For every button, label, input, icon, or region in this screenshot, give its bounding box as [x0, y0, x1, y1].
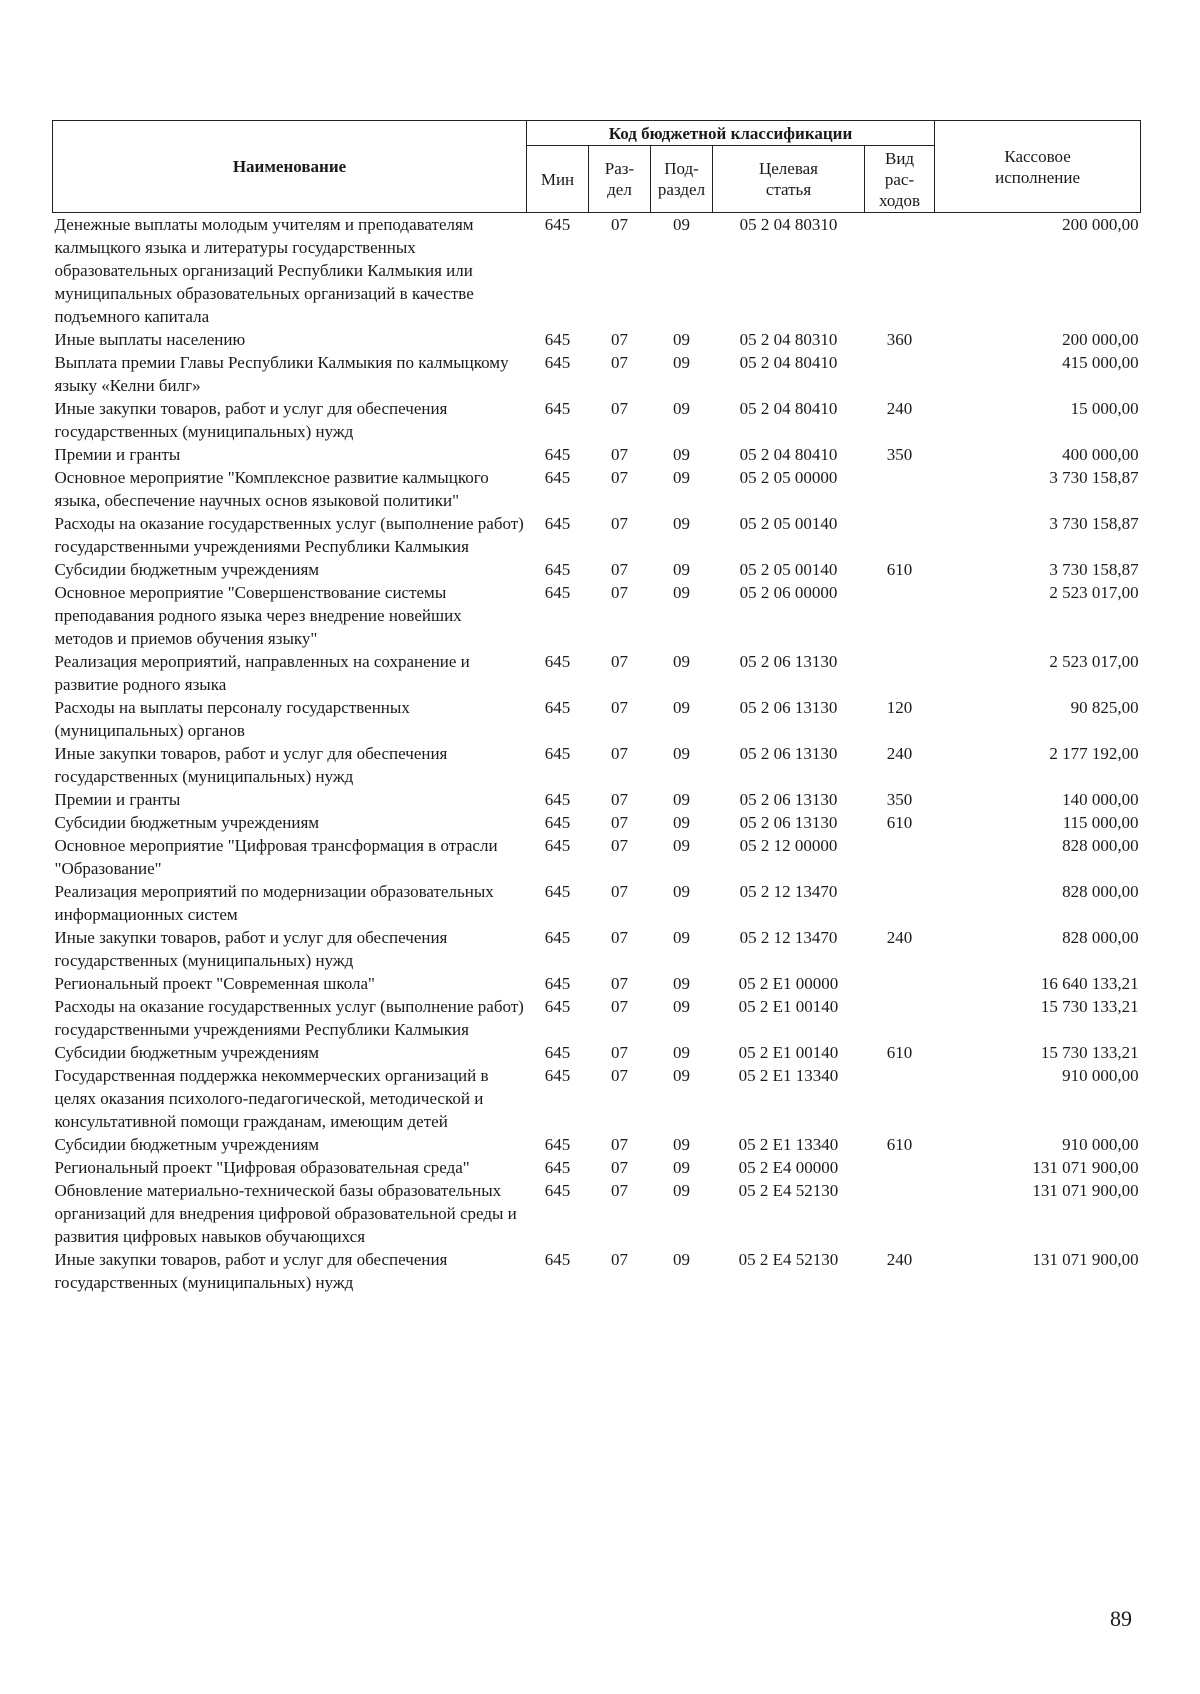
row-target-article: 05 2 04 80310 [739, 330, 838, 349]
header-kassovoe [935, 121, 1141, 213]
row-expense-type: 360 [886, 330, 913, 349]
row-podrazdel: 09 [673, 468, 690, 487]
row-expense-type [865, 581, 935, 650]
row-target-article: 05 2 04 80410 [739, 445, 838, 464]
row-min: 645 [544, 399, 571, 418]
row-amount: 200 000,00 [1062, 215, 1139, 234]
row-min: 645 [544, 836, 571, 855]
row-min: 645 [544, 1043, 571, 1062]
row-min: 645 [544, 1158, 571, 1177]
row-podrazdel: 09 [673, 698, 690, 717]
table-row [53, 1248, 1141, 1294]
row-name: Региональный проект "Цифровая образовательная среда" [54, 1158, 470, 1177]
row-expense-type [865, 972, 935, 995]
row-name: Премии и гранты [54, 445, 181, 464]
row-target-article: 05 2 12 13470 [739, 928, 838, 947]
row-expense-type: 240 [886, 744, 913, 763]
row-amount: 131 071 900,00 [1032, 1158, 1139, 1177]
row-name: Субсидии бюджетным учреждениям [54, 813, 320, 832]
header-podrazdel [651, 146, 713, 213]
row-podrazdel: 09 [673, 974, 690, 993]
row-podrazdel: 09 [673, 1135, 690, 1154]
row-razdel: 07 [611, 652, 628, 671]
row-amount: 3 730 158,87 [1049, 468, 1139, 487]
row-name: Расходы на оказание государственных услуг (выполнение работ) государственными учреждениями Республики Калмыкия [54, 514, 524, 556]
row-podrazdel: 09 [673, 836, 690, 855]
header-razdel [589, 146, 651, 213]
row-razdel: 07 [611, 1250, 628, 1269]
row-min: 645 [544, 882, 571, 901]
row-target-article: 05 2 05 00140 [739, 514, 838, 533]
table-row [53, 742, 1141, 788]
table-row [53, 834, 1141, 880]
row-podrazdel: 09 [673, 652, 690, 671]
row-expense-type: 240 [886, 928, 913, 947]
row-razdel: 07 [611, 560, 628, 579]
row-name: Субсидии бюджетным учреждениям [54, 560, 320, 579]
table-row [53, 512, 1141, 558]
row-target-article: 05 2 06 13130 [739, 652, 838, 671]
row-amount: 140 000,00 [1062, 790, 1139, 809]
row-amount: 400 000,00 [1062, 445, 1139, 464]
row-razdel: 07 [611, 215, 628, 234]
row-amount: 2 177 192,00 [1049, 744, 1139, 763]
row-podrazdel: 09 [673, 514, 690, 533]
row-expense-type: 610 [886, 813, 913, 832]
header-min: Мин [527, 146, 589, 213]
table-row [53, 397, 1141, 443]
row-name: Премии и гранты [54, 790, 181, 809]
row-podrazdel: 09 [673, 560, 690, 579]
row-target-article: 05 2 06 13130 [739, 744, 838, 763]
table-row [53, 443, 1141, 466]
row-razdel: 07 [611, 836, 628, 855]
row-razdel: 07 [611, 1181, 628, 1200]
row-amount: 2 523 017,00 [1049, 652, 1139, 671]
header-celevaya-label: Целевая статья [758, 159, 819, 199]
row-expense-type: 610 [886, 560, 913, 579]
row-expense-type: 350 [886, 445, 913, 464]
table-row [53, 466, 1141, 512]
row-razdel: 07 [611, 997, 628, 1016]
row-expense-type: 610 [886, 1043, 913, 1062]
row-podrazdel: 09 [673, 813, 690, 832]
row-expense-type [865, 512, 935, 558]
table-row [53, 1179, 1141, 1248]
header-celevaya [713, 146, 865, 213]
table-row [53, 213, 1141, 329]
row-name: Расходы на оказание государственных услуг (выполнение работ) государственными учреждениями Республики Калмыкия [54, 997, 524, 1039]
row-podrazdel: 09 [673, 583, 690, 602]
header-vid-label: Вид рас- ходов [879, 148, 921, 210]
row-amount: 3 730 158,87 [1049, 560, 1139, 579]
row-podrazdel: 09 [673, 744, 690, 763]
row-amount: 115 000,00 [1062, 813, 1139, 832]
row-min: 645 [544, 974, 571, 993]
row-min: 645 [544, 997, 571, 1016]
table-row [53, 880, 1141, 926]
row-min: 645 [544, 583, 571, 602]
row-name: Выплата премии Главы Республики Калмыкия по калмыцкому языку «Келни билг» [54, 353, 509, 395]
row-amount: 16 640 133,21 [1040, 974, 1139, 993]
table-row [53, 1133, 1141, 1156]
row-amount: 131 071 900,00 [1032, 1250, 1139, 1269]
row-target-article: 05 2 06 13130 [739, 790, 838, 809]
row-razdel: 07 [611, 468, 628, 487]
row-min: 645 [544, 1135, 571, 1154]
header-razdel-label: Раз- дел [604, 159, 635, 199]
row-target-article: 05 2 E4 52130 [738, 1181, 839, 1200]
row-name: Иные закупки товаров, работ и услуг для обеспечения государственных (муниципальных) нужд [54, 744, 448, 786]
row-target-article: 05 2 12 13470 [739, 882, 838, 901]
row-expense-type: 350 [886, 790, 913, 809]
row-min: 645 [544, 813, 571, 832]
row-amount: 2 523 017,00 [1049, 583, 1139, 602]
row-min: 645 [544, 560, 571, 579]
row-target-article: 05 2 E1 13340 [738, 1135, 839, 1154]
row-expense-type: 610 [886, 1135, 913, 1154]
row-expense-type [865, 834, 935, 880]
row-razdel: 07 [611, 353, 628, 372]
row-amount: 828 000,00 [1062, 882, 1139, 901]
row-expense-type [865, 1179, 935, 1248]
row-name: Иные закупки товаров, работ и услуг для обеспечения государственных (муниципальных) нужд [54, 928, 448, 970]
row-podrazdel: 09 [673, 353, 690, 372]
row-min: 645 [544, 468, 571, 487]
row-razdel: 07 [611, 1043, 628, 1062]
row-target-article: 05 2 E1 13340 [738, 1066, 839, 1085]
row-name: Основное мероприятие "Комплексное развитие калмыцкого языка, обеспечение научных основ языковой политики" [54, 468, 489, 510]
row-expense-type [865, 1156, 935, 1179]
table-row [53, 650, 1141, 696]
row-amount: 415 000,00 [1062, 353, 1139, 372]
table-row [53, 328, 1141, 351]
table-header [53, 121, 1141, 213]
row-target-article: 05 2 04 80410 [739, 353, 838, 372]
header-podrazdel-label: Под- раздел [657, 159, 706, 199]
row-razdel: 07 [611, 698, 628, 717]
row-podrazdel: 09 [673, 215, 690, 234]
row-min: 645 [544, 744, 571, 763]
row-min: 645 [544, 928, 571, 947]
row-razdel: 07 [611, 882, 628, 901]
table-body [53, 213, 1141, 1295]
row-target-article: 05 2 E4 00000 [738, 1158, 839, 1177]
row-name: Иные выплаты населению [54, 330, 246, 349]
row-razdel: 07 [611, 1158, 628, 1177]
row-target-article: 05 2 04 80310 [739, 215, 838, 234]
row-min: 645 [544, 1250, 571, 1269]
budget-table [52, 120, 1141, 1294]
table-row [53, 558, 1141, 581]
row-podrazdel: 09 [673, 1181, 690, 1200]
row-razdel: 07 [611, 514, 628, 533]
row-podrazdel: 09 [673, 928, 690, 947]
header-vid [865, 146, 935, 213]
row-name: Государственная поддержка некоммерческих организаций в целях оказания психолого-педагогической, методической и консультативной помощи гражданам, имеющим детей [54, 1066, 489, 1131]
row-min: 645 [544, 215, 571, 234]
table-row [53, 926, 1141, 972]
row-expense-type [865, 880, 935, 926]
row-expense-type: 120 [886, 698, 913, 717]
table-row [53, 1064, 1141, 1133]
row-name: Расходы на выплаты персоналу государственных (муниципальных) органов [54, 698, 410, 740]
row-name: Реализация мероприятий по модернизации образовательных информационных систем [54, 882, 494, 924]
row-min: 645 [544, 1181, 571, 1200]
row-min: 645 [544, 790, 571, 809]
row-amount: 90 825,00 [1070, 698, 1139, 717]
row-expense-type [865, 995, 935, 1041]
row-podrazdel: 09 [673, 399, 690, 418]
row-name: Денежные выплаты молодым учителям и преподавателям калмыцкого языка и литературы государственных образовательных организаций Республики Калмыкия или муниципальных образовательных организаций в качестве подъемного капитала [54, 215, 474, 326]
row-min: 645 [544, 652, 571, 671]
row-name: Иные закупки товаров, работ и услуг для обеспечения государственных (муниципальных) нужд [54, 1250, 448, 1292]
row-expense-type [865, 466, 935, 512]
row-target-article: 05 2 E1 00000 [738, 974, 839, 993]
row-name: Реализация мероприятий, направленных на сохранение и развитие родного языка [54, 652, 470, 694]
row-name: Обновление материально-технической базы образовательных организаций для внедрения цифровой образовательной среды и развития цифровых навыков обучающихся [54, 1181, 517, 1246]
row-target-article: 05 2 E1 00140 [738, 997, 839, 1016]
row-amount: 910 000,00 [1062, 1135, 1139, 1154]
row-min: 645 [544, 1066, 571, 1085]
header-name: Наименование [53, 121, 527, 213]
row-name: Субсидии бюджетным учреждениям [54, 1135, 320, 1154]
row-amount: 15 000,00 [1070, 399, 1139, 418]
row-expense-type: 240 [886, 399, 913, 418]
row-name: Региональный проект "Современная школа" [54, 974, 376, 993]
row-podrazdel: 09 [673, 997, 690, 1016]
row-min: 645 [544, 330, 571, 349]
row-target-article: 05 2 12 00000 [739, 836, 838, 855]
row-amount: 3 730 158,87 [1049, 514, 1139, 533]
row-razdel: 07 [611, 813, 628, 832]
row-podrazdel: 09 [673, 330, 690, 349]
row-min: 645 [544, 445, 571, 464]
row-amount: 828 000,00 [1062, 928, 1139, 947]
row-razdel: 07 [611, 445, 628, 464]
row-podrazdel: 09 [673, 1250, 690, 1269]
row-expense-type [865, 1064, 935, 1133]
row-target-article: 05 2 06 13130 [739, 813, 838, 832]
row-podrazdel: 09 [673, 445, 690, 464]
table-row [53, 788, 1141, 811]
row-min: 645 [544, 514, 571, 533]
table-row [53, 811, 1141, 834]
row-amount: 15 730 133,21 [1040, 997, 1139, 1016]
row-amount: 15 730 133,21 [1040, 1043, 1139, 1062]
row-name: Иные закупки товаров, работ и услуг для обеспечения государственных (муниципальных) нужд [54, 399, 448, 441]
row-razdel: 07 [611, 744, 628, 763]
row-name: Основное мероприятие "Цифровая трансформация в отрасли "Образование" [54, 836, 498, 878]
row-target-article: 05 2 06 00000 [739, 583, 838, 602]
row-razdel: 07 [611, 330, 628, 349]
header-kassovoe-label: Кассовое исполнение [995, 146, 1080, 187]
row-razdel: 07 [611, 1066, 628, 1085]
table-row [53, 1041, 1141, 1064]
row-podrazdel: 09 [673, 882, 690, 901]
row-expense-type [865, 351, 935, 397]
row-name: Субсидии бюджетным учреждениям [54, 1043, 320, 1062]
row-amount: 828 000,00 [1062, 836, 1139, 855]
row-name: Основное мероприятие "Совершенствование системы преподавания родного языка через внедрение новейших методов и приемов обучения языку" [54, 583, 462, 648]
row-min: 645 [544, 698, 571, 717]
row-target-article: 05 2 E4 52130 [738, 1250, 839, 1269]
table-row [53, 972, 1141, 995]
row-podrazdel: 09 [673, 1043, 690, 1062]
row-amount: 200 000,00 [1062, 330, 1139, 349]
row-amount: 910 000,00 [1062, 1066, 1139, 1085]
row-target-article: 05 2 06 13130 [739, 698, 838, 717]
row-razdel: 07 [611, 974, 628, 993]
row-podrazdel: 09 [673, 1066, 690, 1085]
table-row [53, 995, 1141, 1041]
row-target-article: 05 2 04 80410 [739, 399, 838, 418]
row-target-article: 05 2 05 00000 [739, 468, 838, 487]
page-number: 89 [1110, 1606, 1132, 1631]
table-row [53, 581, 1141, 650]
table-row [53, 696, 1141, 742]
row-amount: 131 071 900,00 [1032, 1181, 1139, 1200]
row-razdel: 07 [611, 399, 628, 418]
table-row [53, 1156, 1141, 1179]
row-razdel: 07 [611, 790, 628, 809]
row-expense-type: 240 [886, 1250, 913, 1269]
header-code-group: Код бюджетной классификации [527, 121, 935, 146]
row-min: 645 [544, 353, 571, 372]
row-razdel: 07 [611, 928, 628, 947]
row-expense-type [865, 650, 935, 696]
row-razdel: 07 [611, 583, 628, 602]
table-row [53, 351, 1141, 397]
row-podrazdel: 09 [673, 790, 690, 809]
row-target-article: 05 2 E1 00140 [738, 1043, 839, 1062]
row-razdel: 07 [611, 1135, 628, 1154]
row-podrazdel: 09 [673, 1158, 690, 1177]
row-target-article: 05 2 05 00140 [739, 560, 838, 579]
row-expense-type [865, 213, 935, 329]
